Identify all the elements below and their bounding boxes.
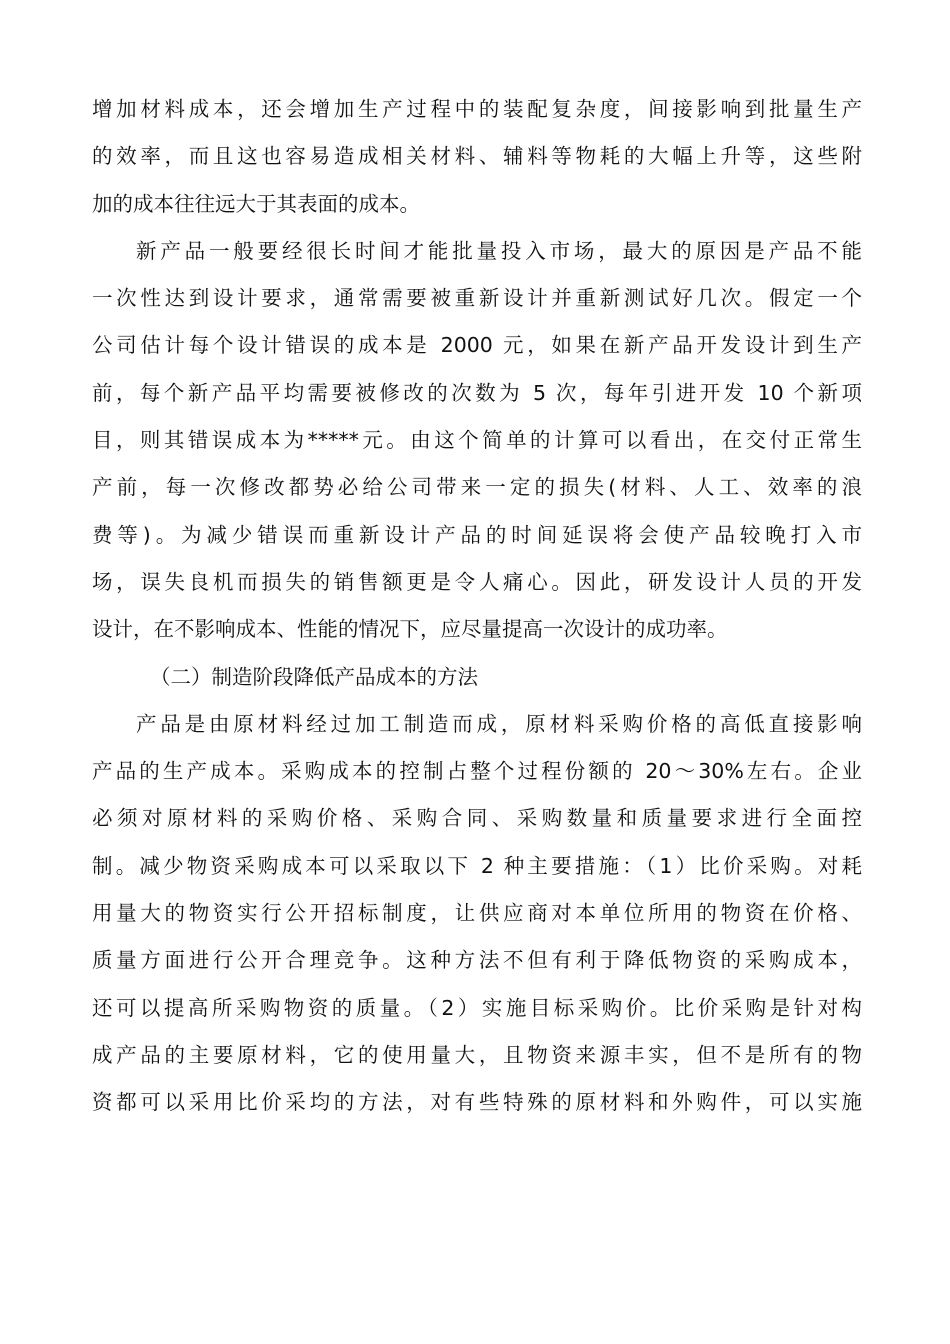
paragraph-line: 资都可以采用比价采均的方法，对有些特殊的原材料和外购件，可以实施	[92, 1090, 862, 1115]
paragraph-line: 质量方面进行公开合理竞争。这种方法不但有利于降低物资的采购成本，	[92, 948, 862, 973]
paragraph-line: 用量大的物资实行公开招标制度，让供应商对本单位所用的物资在价格、	[92, 901, 862, 926]
paragraph-line: 成产品的主要原材料，它的使用量大，且物资来源丰实，但不是所有的物	[92, 1042, 862, 1067]
paragraph-line: 一次性达到设计要求，通常需要被重新设计并重新测试好几次。假定一个	[92, 286, 862, 311]
paragraph-line: 设计，在不影响成本、性能的情况下，应尽量提高一次设计的成功率。	[92, 617, 728, 642]
paragraph-line: 加的成本往往远大于其表面的成本。	[92, 191, 420, 216]
paragraph-line: 必须对原材料的采购价格、采购合同、采购数量和质量要求进行全面控	[92, 806, 862, 831]
paragraph-line: 产品的生产成本。采购成本的控制占整个过程份额的 20～30%左右。企业	[92, 759, 862, 784]
paragraph-line: 产品是由原材料经过加工制造而成，原材料采购价格的高低直接影响	[136, 711, 862, 736]
paragraph-line: 目，则其错误成本为*****元。由这个简单的计算可以看出，在交付正常生	[92, 428, 862, 453]
paragraph-line: 前，每个新产品平均需要被修改的次数为 5 次，每年引进开发 10 个新项	[92, 380, 862, 405]
paragraph-line: 的效率，而且这也容易造成相关材料、辅料等物耗的大幅上升等，这些附	[92, 144, 862, 169]
paragraph-line: 还可以提高所采购物资的质量。（2）实施目标采购价。比价采购是针对构	[92, 995, 862, 1020]
paragraph-line: 制。减少物资采购成本可以采取以下 2 种主要措施：（1）比价采购。对耗	[92, 853, 862, 878]
section-heading: （二）制造阶段降低产品成本的方法	[150, 664, 478, 689]
body-text	[92, 86, 862, 1127]
paragraph-line: 场，误失良机而损失的销售额更是令人痛心。因此，研发设计人员的开发	[92, 569, 862, 594]
paragraph-line: 产前，每一次修改都势必给公司带来一定的损失(材料、人工、效率的浪	[92, 475, 862, 500]
paragraph-line: 新产品一般要经很长时间才能批量投入市场，最大的原因是产品不能	[136, 238, 862, 263]
paragraph-line: 费等)。为减少错误而重新设计产品的时间延误将会使产品较晚打入市	[92, 522, 862, 547]
paragraph-line: 公司估计每个设计错误的成本是 2000 元，如果在新产品开发设计到生产	[92, 333, 862, 358]
paragraph-line: 增加材料成本，还会增加生产过程中的装配复杂度，间接影响到批量生产	[92, 97, 862, 121]
